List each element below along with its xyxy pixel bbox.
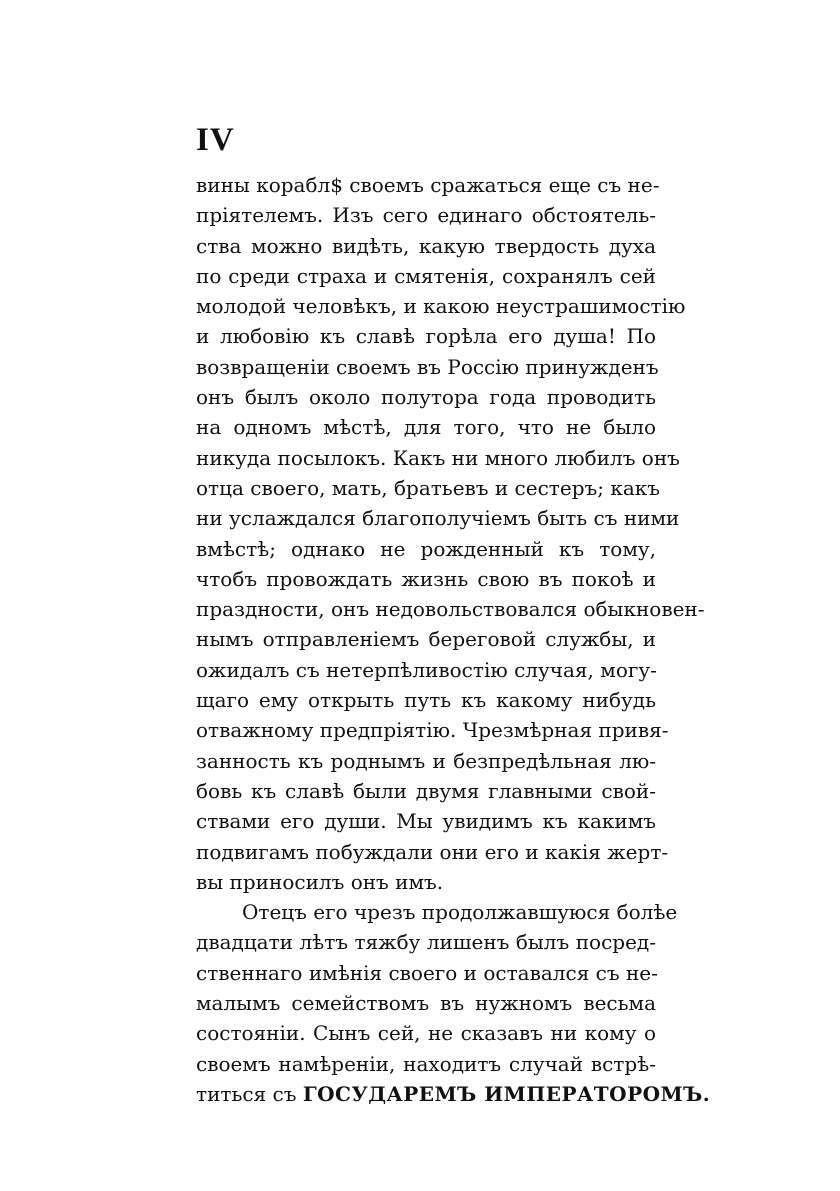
text-line: подвигамъ побуждали они его и какія жерт- [196, 839, 669, 864]
text-line: никуда посылокъ. Какъ ни много любилъ онъ [196, 445, 680, 470]
text-segment: титься съ [196, 1081, 297, 1106]
text-line: по среди страха и смятенія, сохранялъ сей [196, 263, 656, 288]
text-line: своемъ намѣреніи, находитъ случай встрѣ- [196, 1051, 656, 1076]
text-line: нымъ отправленіемъ береговой службы, и [196, 627, 656, 652]
text-line: двадцати лѣтъ тяжбу лишенъ былъ посред- [196, 930, 656, 955]
text-line-final [196, 1079, 711, 1109]
text-line: ожидалъ съ нетерпѣливостію случая, могу- [196, 657, 657, 682]
text-line: вины корабл$ своемъ сражаться еще съ не- [196, 173, 660, 197]
text-line: занность къ роднымъ и безпредѣльная лю- [196, 748, 656, 773]
body-text [196, 170, 711, 1109]
text-line: онъ былъ около полутора года проводить [196, 385, 656, 410]
text-line: щаго ему открыть путь къ какому нибудь [196, 688, 656, 713]
text-line: вмѣстѣ; однако не рожденный къ тому, [196, 536, 656, 561]
text-line: ственнаго имѣнія своего и оставался съ не- [196, 960, 658, 985]
text-line: малымъ семействомъ въ нужномъ весьма [196, 991, 656, 1016]
text-line: отца своего, мать, братьевъ и сестеръ; какъ [196, 475, 660, 500]
text-line: состояніи. Сынъ сей, не сказавъ ни кому о [196, 1021, 656, 1046]
text-line: ствами его души. Мы увидимъ къ какимъ [196, 809, 656, 834]
text-line: чтобъ провождать жизнь свою въ покоѣ и [196, 566, 656, 591]
emphasized-title: ГОСУДАРЕМЪ ИМПЕРАТОРОМЪ. [302, 1081, 711, 1106]
text-line: бовь къ славѣ были двумя главными свой- [196, 778, 656, 803]
text-line: Отецъ его чрезъ продолжавшуюся болѣе [242, 900, 678, 925]
text-line: пріятелемъ. Изъ сего единаго обстоятель- [196, 203, 656, 228]
text-line: возвращеніи своемъ въ Россію принужденъ [196, 354, 659, 379]
text-line: и любовію къ славѣ горѣла его душа! По [196, 324, 656, 349]
text-line: молодой человѣкъ, и какою неустрашимостію [196, 294, 686, 319]
text-line: ни услаждался благополучіемъ быть съ ними [196, 506, 680, 531]
text-line: вы приносилъ онъ имъ. [196, 869, 444, 894]
page-number: IV [196, 122, 235, 158]
text-line: ства можно видѣть, какую твердость духа [196, 233, 656, 258]
text-line: праздности, онъ недовольствовался обыкновен- [196, 597, 705, 622]
text-line: отважному предпріятію. Чрезмѣрная привя- [196, 718, 669, 743]
text-line: на одномъ мѣстѣ, для того, что не было [196, 415, 656, 440]
